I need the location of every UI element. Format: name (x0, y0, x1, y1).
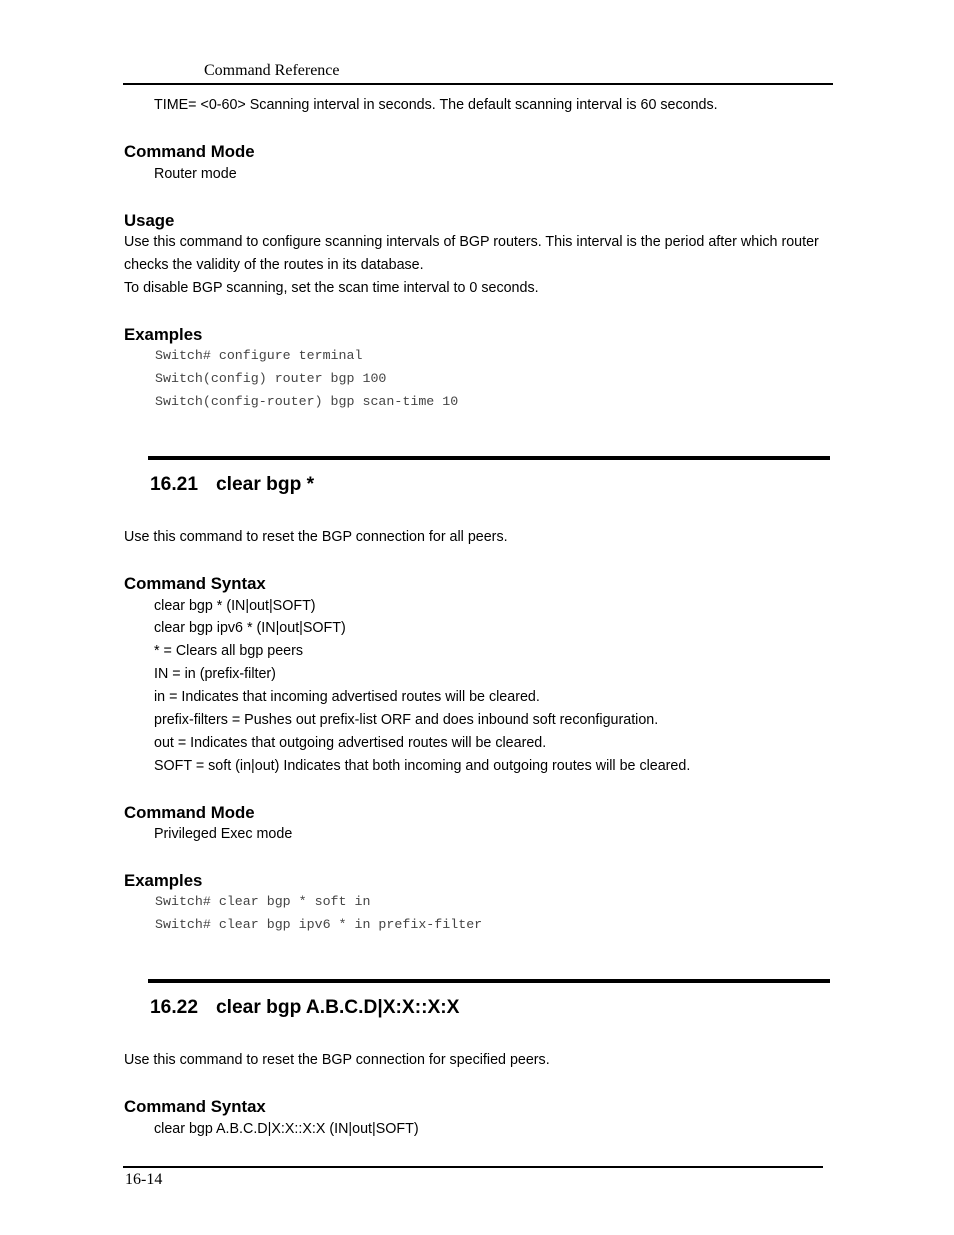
syntax-line: * = Clears all bgp peers (154, 643, 304, 659)
syntax-line: IN = in (prefix-filter) (154, 666, 276, 682)
usage-line: Use this command to configure scanning intervals of BGP routers. This interval is the period after which router (124, 234, 819, 250)
code-line: Switch# configure terminal (155, 348, 363, 363)
section-rule (148, 456, 830, 460)
time-parameter: TIME= <0-60> Scanning interval in seconds. The default scanning interval is 60 seconds. (154, 97, 718, 113)
syntax-line: prefix-filters = Pushes out prefix-list ORF and does inbound soft reconfiguration. (154, 712, 659, 728)
usage-line: checks the validity of the routes in its database. (124, 257, 424, 273)
command-mode-value: Privileged Exec mode (154, 826, 293, 842)
command-mode-heading: Command Mode (124, 142, 255, 161)
running-header: Command Reference (204, 62, 340, 79)
syntax-line: SOFT = soft (in|out) Indicates that both incoming and outgoing routes will be cleared. (154, 758, 691, 774)
section-description: Use this command to reset the BGP connection for all peers. (124, 529, 508, 545)
section-name: clear bgp * (216, 474, 315, 495)
section-description: Use this command to reset the BGP connection for specified peers. (124, 1052, 550, 1068)
section-rule (148, 979, 830, 983)
syntax-line: clear bgp ipv6 * (IN|out|SOFT) (154, 620, 346, 636)
section-number: 16.22 (150, 997, 199, 1018)
section-title (150, 474, 314, 496)
usage-heading: Usage (124, 211, 175, 230)
code-line: Switch(config) router bgp 100 (155, 371, 387, 386)
usage-line: To disable BGP scanning, set the scan time interval to 0 seconds. (124, 280, 539, 296)
command-syntax-heading: Command Syntax (124, 574, 266, 593)
section-title (150, 997, 459, 1019)
command-mode-heading: Command Mode (124, 803, 255, 822)
code-line: Switch# clear bgp * soft in (155, 894, 371, 909)
code-line: Switch# clear bgp ipv6 * in prefix-filter (155, 917, 483, 932)
page-number: 16-14 (125, 1171, 163, 1188)
header-rule (123, 83, 833, 85)
syntax-line: clear bgp * (IN|out|SOFT) (154, 598, 316, 614)
section-number: 16.21 (150, 474, 199, 495)
examples-heading: Examples (124, 871, 203, 890)
command-mode-value: Router mode (154, 166, 237, 182)
syntax-line: in = Indicates that incoming advertised routes will be cleared. (154, 689, 540, 705)
section-name: clear bgp A.B.C.D|X:X::X:X (216, 997, 460, 1018)
syntax-line: out = Indicates that outgoing advertised routes will be cleared. (154, 735, 547, 751)
syntax-line: clear bgp A.B.C.D|X:X::X:X (IN|out|SOFT) (154, 1121, 419, 1137)
command-syntax-heading: Command Syntax (124, 1097, 266, 1116)
examples-heading: Examples (124, 325, 203, 344)
code-line: Switch(config-router) bgp scan-time 10 (155, 394, 459, 409)
footer-rule (123, 1166, 823, 1168)
